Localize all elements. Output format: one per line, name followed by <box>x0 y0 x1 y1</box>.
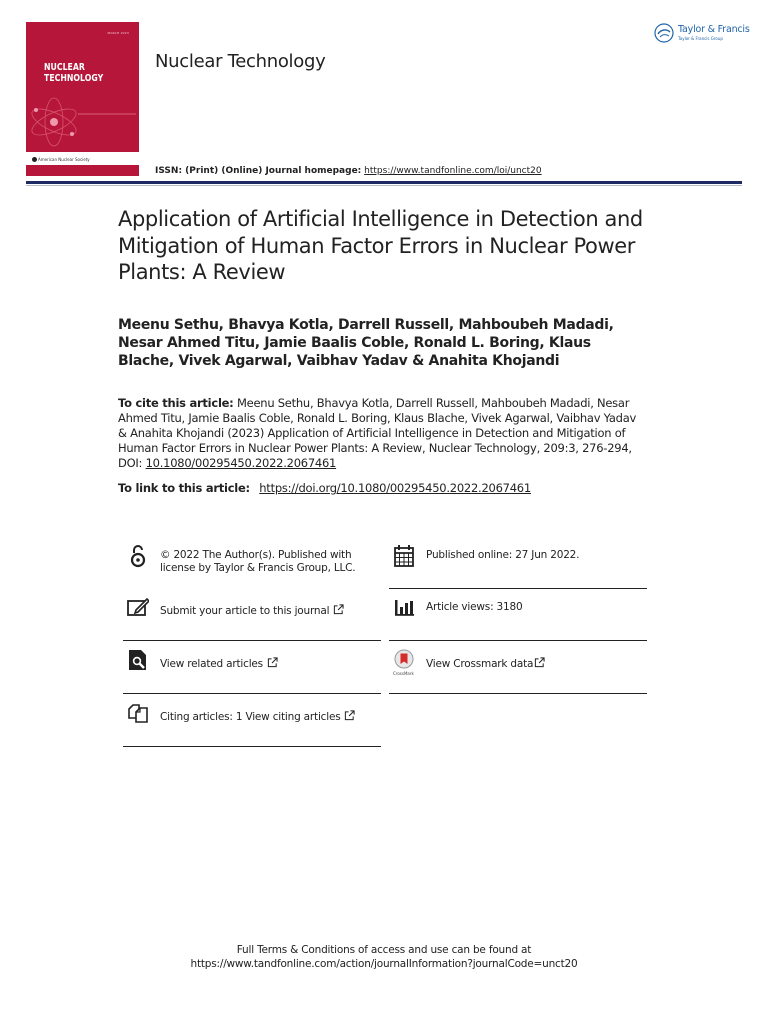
cover-title-line2: TECHNOLOGY <box>44 73 104 84</box>
cite-label: To cite this article: <box>118 396 234 410</box>
journal-name: Nuclear Technology <box>155 51 326 72</box>
citing-cell[interactable] <box>123 698 381 750</box>
document-search-icon <box>127 648 149 672</box>
crossmark-caption: CrossMark <box>393 671 414 676</box>
publisher-group: Taylor & Francis Group <box>678 36 723 41</box>
grid-divider <box>123 693 381 694</box>
calendar-icon <box>393 544 415 568</box>
article-authors: Meenu Sethu, Bhavya Kotla, Darrell Russell, Mahboubeh Madadi, Nesar Ahmed Titu, Jamie Baalis Coble, Ronald L. Boring, Klaus Blache, Vivek Agarwal, Vaibhav Yadav & Anahita Khojandi <box>118 317 614 369</box>
external-link-icon <box>344 710 355 721</box>
grid-divider <box>123 640 381 641</box>
cite-text: Meenu Sethu, Bhavya Kotla, Darrell Russell, Mahboubeh Madadi, Nesar Ahmed Titu, Jamie Baalis Coble, Ronald L. Boring, Klaus Blache, Vivek Agarwal, Vaibhav Yadav & Anahita Khojandi (2023) Application of Artificial Intelligence in Detection and Mitigation of Human Factor Errors in Nuclear Power Plants: A Review, Nuclear Technology, 209:3, 276-294, DOI: <box>118 396 637 470</box>
article-doi-link[interactable]: https://doi.org/10.1080/00295450.2022.2067461 <box>259 481 531 495</box>
cover-society: American Nuclear Society <box>38 157 90 162</box>
grid-divider <box>389 640 647 641</box>
cover-title-line1: NUCLEAR <box>44 62 85 73</box>
published-date: Published online: 27 Jun 2022. <box>426 549 580 561</box>
journal-homepage-link[interactable]: https://www.tandfonline.com/loi/unct20 <box>364 166 542 176</box>
citation-block <box>118 396 648 471</box>
footer-terms <box>0 943 768 971</box>
license-text: © 2022 The Author(s). Published with license by Taylor & Francis Group, LLC. <box>160 549 356 574</box>
crossmark-icon <box>393 649 415 673</box>
related-cell[interactable] <box>123 645 381 697</box>
published-cell <box>389 540 647 592</box>
crossmark-link[interactable] <box>426 657 545 671</box>
article-title: Application of Artificial Intelligence in Detection and Mitigation of Human Factor Errors in Nuclear Power Plants: A Review <box>118 207 643 284</box>
license-cell <box>123 540 381 592</box>
submit-link[interactable] <box>160 604 344 618</box>
citing-text: Citing articles: 1 View citing articles <box>160 711 341 723</box>
related-text: View related articles <box>160 658 263 670</box>
submit-text: Submit your article to this journal <box>160 605 330 617</box>
external-link-icon <box>534 657 545 668</box>
external-link-icon <box>267 657 278 668</box>
tf-ring-icon <box>654 23 674 43</box>
publisher-name: Taylor & Francis <box>678 24 750 35</box>
views-cell <box>389 592 647 644</box>
related-link[interactable] <box>160 657 278 671</box>
issn-label: ISSN: (Print) (Online) Journal homepage: <box>155 166 362 176</box>
link-line <box>118 481 678 496</box>
header-rule-thin <box>26 185 742 186</box>
citing-articles-icon <box>127 701 149 725</box>
taylor-francis-logo[interactable] <box>654 22 750 46</box>
cover-title <box>44 62 103 84</box>
open-access-icon <box>127 544 149 568</box>
issn-line <box>155 166 542 176</box>
cite-doi-link[interactable]: 10.1080/00295450.2022.2067461 <box>145 456 337 470</box>
crossmark-text: View Crossmark data <box>426 658 534 670</box>
submit-cell[interactable] <box>123 592 381 644</box>
footer-terms-link[interactable]: https://www.tandfonline.com/action/journalInformation?journalCode=unct20 <box>190 958 578 970</box>
footer-line1: Full Terms & Conditions of access and use can be found at <box>236 944 532 956</box>
society-logo-icon <box>32 157 37 162</box>
grid-divider <box>389 588 647 589</box>
journal-cover <box>26 22 139 176</box>
edit-icon <box>127 595 149 619</box>
atom-icon <box>26 92 139 152</box>
cover-date: MARCH 2023 <box>107 31 129 35</box>
citing-link[interactable] <box>160 710 355 724</box>
grid-divider <box>389 693 647 694</box>
grid-divider <box>123 746 381 747</box>
external-link-icon <box>333 604 344 615</box>
header-rule <box>26 181 742 184</box>
bar-chart-icon <box>393 595 415 619</box>
link-label: To link to this article: <box>118 481 250 495</box>
article-views: Article views: 3180 <box>426 601 523 613</box>
crossmark-cell[interactable] <box>389 645 647 697</box>
